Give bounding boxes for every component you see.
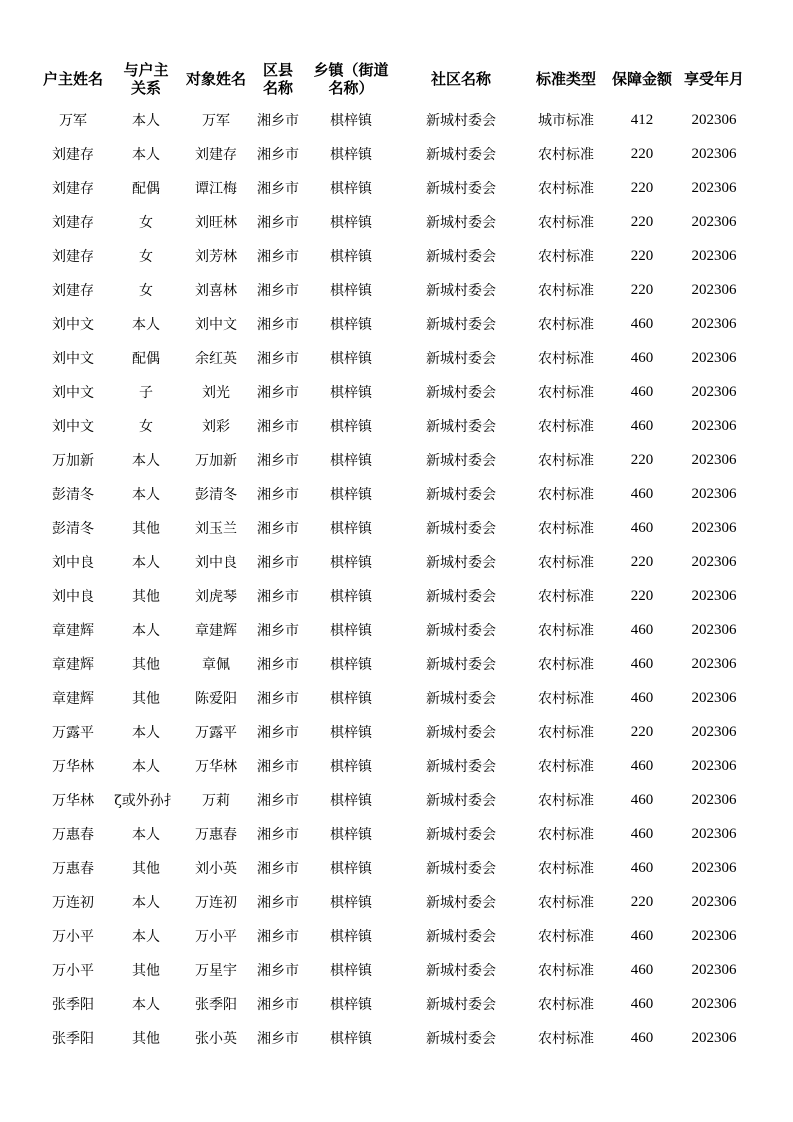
- cell-standard-type: 农村标准: [538, 929, 594, 945]
- cell-householder-name: 万军: [59, 113, 87, 129]
- cell-relation: 本人: [132, 623, 160, 639]
- cell-amount: 460: [630, 417, 654, 434]
- cell-county: 湘乡市: [257, 997, 299, 1013]
- cell-relation: 其他: [132, 657, 160, 673]
- cell-standard-type: 农村标准: [538, 521, 594, 537]
- cell-community: 新城村委会: [426, 181, 496, 197]
- cell-relation: 其他: [132, 589, 160, 605]
- table-row: [36, 613, 750, 647]
- cell-recipient-name: 万露平: [195, 725, 237, 741]
- col-header-community: 社区名称: [430, 70, 491, 88]
- col-header-township: 乡镇（街道 名称）: [313, 61, 389, 97]
- cell-recipient-name: 万华林: [195, 759, 237, 775]
- cell-householder-name: 彭清冬: [52, 521, 94, 537]
- cell-community: 新城村委会: [426, 215, 496, 231]
- cell-amount: 220: [630, 179, 654, 196]
- cell-standard-type: 农村标准: [538, 453, 594, 469]
- cell-relation: 本人: [132, 929, 160, 945]
- cell-community: 新城村委会: [426, 759, 496, 775]
- cell-relation: 其他: [132, 521, 160, 537]
- cell-amount: 460: [630, 349, 654, 366]
- cell-standard-type: 农村标准: [538, 283, 594, 299]
- cell-county: 湘乡市: [257, 487, 299, 503]
- cell-recipient-name: 万加新: [195, 453, 237, 469]
- table-row: [36, 103, 750, 137]
- cell-month: 202306: [691, 1029, 737, 1046]
- cell-householder-name: 彭清冬: [52, 487, 94, 503]
- cell-township: 棋梓镇: [330, 147, 372, 163]
- cell-community: 新城村委会: [426, 589, 496, 605]
- cell-householder-name: 刘建存: [52, 249, 94, 265]
- cell-recipient-name: 刘建存: [195, 147, 237, 163]
- cell-householder-name: 刘中文: [52, 317, 94, 333]
- cell-recipient-name: 刘中文: [195, 317, 237, 333]
- cell-township: 棋梓镇: [330, 929, 372, 945]
- cell-township: 棋梓镇: [330, 657, 372, 673]
- cell-recipient-name: 彭清冬: [195, 487, 237, 503]
- cell-standard-type: 农村标准: [538, 963, 594, 979]
- cell-township: 棋梓镇: [330, 997, 372, 1013]
- cell-standard-type: 农村标准: [538, 317, 594, 333]
- cell-recipient-name: 谭江梅: [195, 181, 237, 197]
- cell-community: 新城村委会: [426, 861, 496, 877]
- cell-township: 棋梓镇: [330, 181, 372, 197]
- cell-recipient-name: 刘玉兰: [195, 521, 237, 537]
- cell-month: 202306: [691, 485, 737, 502]
- cell-relation: 子: [139, 385, 153, 401]
- cell-month: 202306: [691, 247, 737, 264]
- cell-householder-name: 万小平: [52, 929, 94, 945]
- cell-standard-type: 农村标准: [538, 385, 594, 401]
- cell-recipient-name: 万莉: [202, 793, 230, 809]
- cell-relation: 本人: [132, 997, 160, 1013]
- cell-standard-type: 农村标准: [538, 759, 594, 775]
- cell-county: 湘乡市: [257, 283, 299, 299]
- cell-standard-type: 农村标准: [538, 895, 594, 911]
- cell-county: 湘乡市: [257, 351, 299, 367]
- header-row: [36, 55, 750, 103]
- cell-amount: 412: [630, 111, 654, 128]
- cell-standard-type: 农村标准: [538, 997, 594, 1013]
- cell-county: 湘乡市: [257, 147, 299, 163]
- cell-amount: 460: [630, 961, 654, 978]
- cell-amount: 460: [630, 995, 654, 1012]
- cell-month: 202306: [691, 553, 737, 570]
- cell-relation: 本人: [132, 453, 160, 469]
- cell-township: 棋梓镇: [330, 453, 372, 469]
- cell-relation: 本人: [132, 759, 160, 775]
- cell-amount: 460: [630, 315, 654, 332]
- cell-recipient-name: 余红英: [195, 351, 237, 367]
- cell-householder-name: 刘中文: [52, 351, 94, 367]
- cell-county: 湘乡市: [257, 215, 299, 231]
- cell-month: 202306: [691, 417, 737, 434]
- cell-amount: 460: [630, 791, 654, 808]
- cell-relation: 本人: [132, 827, 160, 843]
- cell-householder-name: 万惠春: [52, 827, 94, 843]
- cell-amount: 220: [630, 281, 654, 298]
- cell-amount: 220: [630, 587, 654, 604]
- cell-householder-name: 刘中文: [52, 419, 94, 435]
- cell-community: 新城村委会: [426, 385, 496, 401]
- cell-county: 湘乡市: [257, 1031, 299, 1047]
- cell-township: 棋梓镇: [330, 385, 372, 401]
- table-row: [36, 579, 750, 613]
- cell-township: 棋梓镇: [330, 487, 372, 503]
- cell-community: 新城村委会: [426, 793, 496, 809]
- cell-month: 202306: [691, 961, 737, 978]
- cell-standard-type: 农村标准: [538, 1031, 594, 1047]
- cell-recipient-name: 刘小英: [195, 861, 237, 877]
- cell-month: 202306: [691, 995, 737, 1012]
- cell-amount: 220: [630, 893, 654, 910]
- cell-community: 新城村委会: [426, 997, 496, 1013]
- cell-month: 202306: [691, 145, 737, 162]
- cell-month: 202306: [691, 519, 737, 536]
- table-row: [36, 953, 750, 987]
- table-row: [36, 341, 750, 375]
- col-header-householder-name: 户主姓名: [42, 70, 103, 88]
- cell-amount: 460: [630, 621, 654, 638]
- cell-standard-type: 农村标准: [538, 657, 594, 673]
- cell-recipient-name: 万惠春: [195, 827, 237, 843]
- cell-month: 202306: [691, 281, 737, 298]
- cell-county: 湘乡市: [257, 181, 299, 197]
- cell-amount: 460: [630, 485, 654, 502]
- cell-community: 新城村委会: [426, 725, 496, 741]
- cell-community: 新城村委会: [426, 147, 496, 163]
- cell-month: 202306: [691, 621, 737, 638]
- table-body: [36, 103, 750, 1055]
- cell-county: 湘乡市: [257, 657, 299, 673]
- table-row: [36, 681, 750, 715]
- table-row: [36, 375, 750, 409]
- allowance-table: [36, 55, 750, 1055]
- cell-relation: 其他: [132, 963, 160, 979]
- cell-householder-name: 万露平: [52, 725, 94, 741]
- cell-county: 湘乡市: [257, 521, 299, 537]
- col-header-recipient-name: 对象姓名: [185, 70, 246, 88]
- cell-householder-name: 刘建存: [52, 147, 94, 163]
- cell-month: 202306: [691, 349, 737, 366]
- table-row: [36, 205, 750, 239]
- cell-standard-type: 农村标准: [538, 487, 594, 503]
- cell-householder-name: 刘中良: [52, 555, 94, 571]
- cell-community: 新城村委会: [426, 555, 496, 571]
- cell-month: 202306: [691, 587, 737, 604]
- table-row: [36, 239, 750, 273]
- cell-month: 202306: [691, 723, 737, 740]
- cell-community: 新城村委会: [426, 895, 496, 911]
- cell-month: 202306: [691, 315, 737, 332]
- cell-standard-type: 农村标准: [538, 147, 594, 163]
- cell-recipient-name: 刘芳林: [195, 249, 237, 265]
- cell-township: 棋梓镇: [330, 793, 372, 809]
- col-header-month: 享受年月: [683, 70, 744, 88]
- table-row: [36, 307, 750, 341]
- table-row: [36, 137, 750, 171]
- cell-standard-type: 农村标准: [538, 861, 594, 877]
- cell-recipient-name: 万星宇: [195, 963, 237, 979]
- table-row: [36, 545, 750, 579]
- cell-relation: 其他: [132, 691, 160, 707]
- cell-community: 新城村委会: [426, 963, 496, 979]
- cell-relation: 本人: [132, 113, 160, 129]
- cell-township: 棋梓镇: [330, 215, 372, 231]
- cell-standard-type: 农村标准: [538, 181, 594, 197]
- cell-month: 202306: [691, 689, 737, 706]
- cell-township: 棋梓镇: [330, 623, 372, 639]
- cell-amount: 220: [630, 723, 654, 740]
- table-row: [36, 1021, 750, 1055]
- cell-householder-name: 万加新: [52, 453, 94, 469]
- cell-month: 202306: [691, 213, 737, 230]
- cell-township: 棋梓镇: [330, 283, 372, 299]
- cell-relation: 女: [139, 249, 153, 265]
- cell-county: 湘乡市: [257, 385, 299, 401]
- cell-standard-type: 农村标准: [538, 215, 594, 231]
- cell-householder-name: 万华林: [52, 793, 94, 809]
- table-row: [36, 919, 750, 953]
- cell-relation: 配偶: [132, 351, 160, 367]
- cell-standard-type: 农村标准: [538, 691, 594, 707]
- table-row: [36, 783, 750, 817]
- cell-amount: 220: [630, 553, 654, 570]
- cell-county: 湘乡市: [257, 555, 299, 571]
- cell-standard-type: 农村标准: [538, 589, 594, 605]
- cell-month: 202306: [691, 859, 737, 876]
- cell-township: 棋梓镇: [330, 827, 372, 843]
- cell-relation: 女: [139, 419, 153, 435]
- cell-county: 湘乡市: [257, 725, 299, 741]
- table-row: [36, 273, 750, 307]
- cell-relation: 其他: [132, 1031, 160, 1047]
- cell-householder-name: 万惠春: [52, 861, 94, 877]
- cell-township: 棋梓镇: [330, 691, 372, 707]
- cell-community: 新城村委会: [426, 487, 496, 503]
- cell-month: 202306: [691, 825, 737, 842]
- cell-recipient-name: 万连初: [195, 895, 237, 911]
- cell-community: 新城村委会: [426, 691, 496, 707]
- table-row: [36, 409, 750, 443]
- cell-amount: 460: [630, 927, 654, 944]
- cell-householder-name: 刘中文: [52, 385, 94, 401]
- cell-township: 棋梓镇: [330, 351, 372, 367]
- cell-township: 棋梓镇: [330, 317, 372, 333]
- table-row: [36, 477, 750, 511]
- cell-recipient-name: 刘喜林: [195, 283, 237, 299]
- cell-month: 202306: [691, 757, 737, 774]
- cell-township: 棋梓镇: [330, 249, 372, 265]
- cell-householder-name: 刘建存: [52, 215, 94, 231]
- table-row: [36, 443, 750, 477]
- cell-county: 湘乡市: [257, 589, 299, 605]
- cell-county: 湘乡市: [257, 759, 299, 775]
- cell-standard-type: 农村标准: [538, 725, 594, 741]
- cell-relation: 本人: [132, 147, 160, 163]
- cell-community: 新城村委会: [426, 351, 496, 367]
- cell-recipient-name: 刘旺林: [195, 215, 237, 231]
- cell-recipient-name: 万军: [202, 113, 230, 129]
- cell-community: 新城村委会: [426, 453, 496, 469]
- cell-county: 湘乡市: [257, 861, 299, 877]
- cell-recipient-name: 万小平: [195, 929, 237, 945]
- cell-householder-name: 章建辉: [52, 657, 94, 673]
- table-row: [36, 749, 750, 783]
- cell-standard-type: 农村标准: [538, 249, 594, 265]
- table-row: [36, 817, 750, 851]
- cell-month: 202306: [691, 893, 737, 910]
- cell-month: 202306: [691, 927, 737, 944]
- table-row: [36, 851, 750, 885]
- cell-township: 棋梓镇: [330, 861, 372, 877]
- cell-amount: 460: [630, 757, 654, 774]
- cell-township: 棋梓镇: [330, 113, 372, 129]
- cell-householder-name: 章建辉: [52, 691, 94, 707]
- cell-relation: 其他: [132, 861, 160, 877]
- cell-recipient-name: 刘光: [202, 385, 230, 401]
- cell-amount: 220: [630, 247, 654, 264]
- cell-township: 棋梓镇: [330, 419, 372, 435]
- cell-amount: 220: [630, 451, 654, 468]
- table-row: [36, 885, 750, 919]
- cell-householder-name: 刘建存: [52, 181, 94, 197]
- cell-township: 棋梓镇: [330, 759, 372, 775]
- cell-recipient-name: 章佩: [202, 657, 230, 673]
- cell-householder-name: 万小平: [52, 963, 94, 979]
- table-row: [36, 647, 750, 681]
- cell-recipient-name: 张季阳: [195, 997, 237, 1013]
- cell-householder-name: 章建辉: [52, 623, 94, 639]
- cell-relation: 本人: [132, 725, 160, 741]
- cell-standard-type: 农村标准: [538, 793, 594, 809]
- cell-amount: 460: [630, 655, 654, 672]
- cell-relation: 本人: [132, 317, 160, 333]
- cell-recipient-name: 陈爱阳: [195, 691, 237, 707]
- cell-county: 湘乡市: [257, 963, 299, 979]
- col-header-amount: 保障金额: [611, 70, 672, 88]
- cell-county: 湘乡市: [257, 929, 299, 945]
- cell-amount: 460: [630, 1029, 654, 1046]
- col-header-county: 区县 名称: [262, 61, 293, 97]
- cell-recipient-name: 刘中良: [195, 555, 237, 571]
- cell-amount: 220: [630, 145, 654, 162]
- table-row: [36, 715, 750, 749]
- cell-householder-name: 张季阳: [52, 1031, 94, 1047]
- cell-community: 新城村委会: [426, 283, 496, 299]
- cell-county: 湘乡市: [257, 249, 299, 265]
- cell-county: 湘乡市: [257, 419, 299, 435]
- cell-relation: 女: [139, 215, 153, 231]
- cell-relation: 本人: [132, 555, 160, 571]
- cell-recipient-name: 张小英: [195, 1031, 237, 1047]
- cell-recipient-name: 刘彩: [202, 419, 230, 435]
- cell-township: 棋梓镇: [330, 521, 372, 537]
- cell-householder-name: 张季阳: [52, 997, 94, 1013]
- cell-standard-type: 农村标准: [538, 623, 594, 639]
- cell-month: 202306: [691, 179, 737, 196]
- cell-township: 棋梓镇: [330, 725, 372, 741]
- cell-amount: 460: [630, 689, 654, 706]
- cell-township: 棋梓镇: [330, 589, 372, 605]
- cell-community: 新城村委会: [426, 657, 496, 673]
- cell-householder-name: 万华林: [52, 759, 94, 775]
- table-row: [36, 987, 750, 1021]
- cell-householder-name: 刘中良: [52, 589, 94, 605]
- cell-householder-name: 刘建存: [52, 283, 94, 299]
- cell-relation: 女: [139, 283, 153, 299]
- cell-recipient-name: 刘虎琴: [195, 589, 237, 605]
- cell-month: 202306: [691, 383, 737, 400]
- cell-community: 新城村委会: [426, 929, 496, 945]
- cell-community: 新城村委会: [426, 521, 496, 537]
- cell-relation: 配偶: [132, 181, 160, 197]
- cell-county: 湘乡市: [257, 623, 299, 639]
- cell-community: 新城村委会: [426, 249, 496, 265]
- cell-month: 202306: [691, 655, 737, 672]
- cell-county: 湘乡市: [257, 827, 299, 843]
- cell-householder-name: 万连初: [52, 895, 94, 911]
- cell-month: 202306: [691, 791, 737, 808]
- cell-county: 湘乡市: [257, 691, 299, 707]
- cell-amount: 460: [630, 383, 654, 400]
- cell-month: 202306: [691, 451, 737, 468]
- cell-community: 新城村委会: [426, 623, 496, 639]
- cell-month: 202306: [691, 111, 737, 128]
- cell-relation: 本人: [132, 895, 160, 911]
- cell-township: 棋梓镇: [330, 895, 372, 911]
- cell-standard-type: 城市标准: [538, 113, 594, 129]
- cell-standard-type: 农村标准: [538, 351, 594, 367]
- cell-community: 新城村委会: [426, 1031, 496, 1047]
- cell-county: 湘乡市: [257, 453, 299, 469]
- col-header-relation: 与户主 关系: [123, 61, 169, 97]
- cell-relation: ζ或外孙⺘: [114, 793, 178, 809]
- cell-amount: 460: [630, 519, 654, 536]
- cell-standard-type: 农村标准: [538, 419, 594, 435]
- cell-recipient-name: 章建辉: [195, 623, 237, 639]
- cell-standard-type: 农村标准: [538, 555, 594, 571]
- cell-relation: 本人: [132, 487, 160, 503]
- cell-community: 新城村委会: [426, 113, 496, 129]
- cell-township: 棋梓镇: [330, 555, 372, 571]
- cell-county: 湘乡市: [257, 793, 299, 809]
- cell-standard-type: 农村标准: [538, 827, 594, 843]
- cell-community: 新城村委会: [426, 317, 496, 333]
- cell-township: 棋梓镇: [330, 963, 372, 979]
- cell-county: 湘乡市: [257, 113, 299, 129]
- table-row: [36, 171, 750, 205]
- table-row: [36, 511, 750, 545]
- cell-community: 新城村委会: [426, 419, 496, 435]
- cell-county: 湘乡市: [257, 317, 299, 333]
- cell-amount: 460: [630, 859, 654, 876]
- cell-township: 棋梓镇: [330, 1031, 372, 1047]
- cell-community: 新城村委会: [426, 827, 496, 843]
- cell-county: 湘乡市: [257, 895, 299, 911]
- col-header-standard-type: 标准类型: [535, 70, 596, 88]
- cell-amount: 460: [630, 825, 654, 842]
- cell-amount: 220: [630, 213, 654, 230]
